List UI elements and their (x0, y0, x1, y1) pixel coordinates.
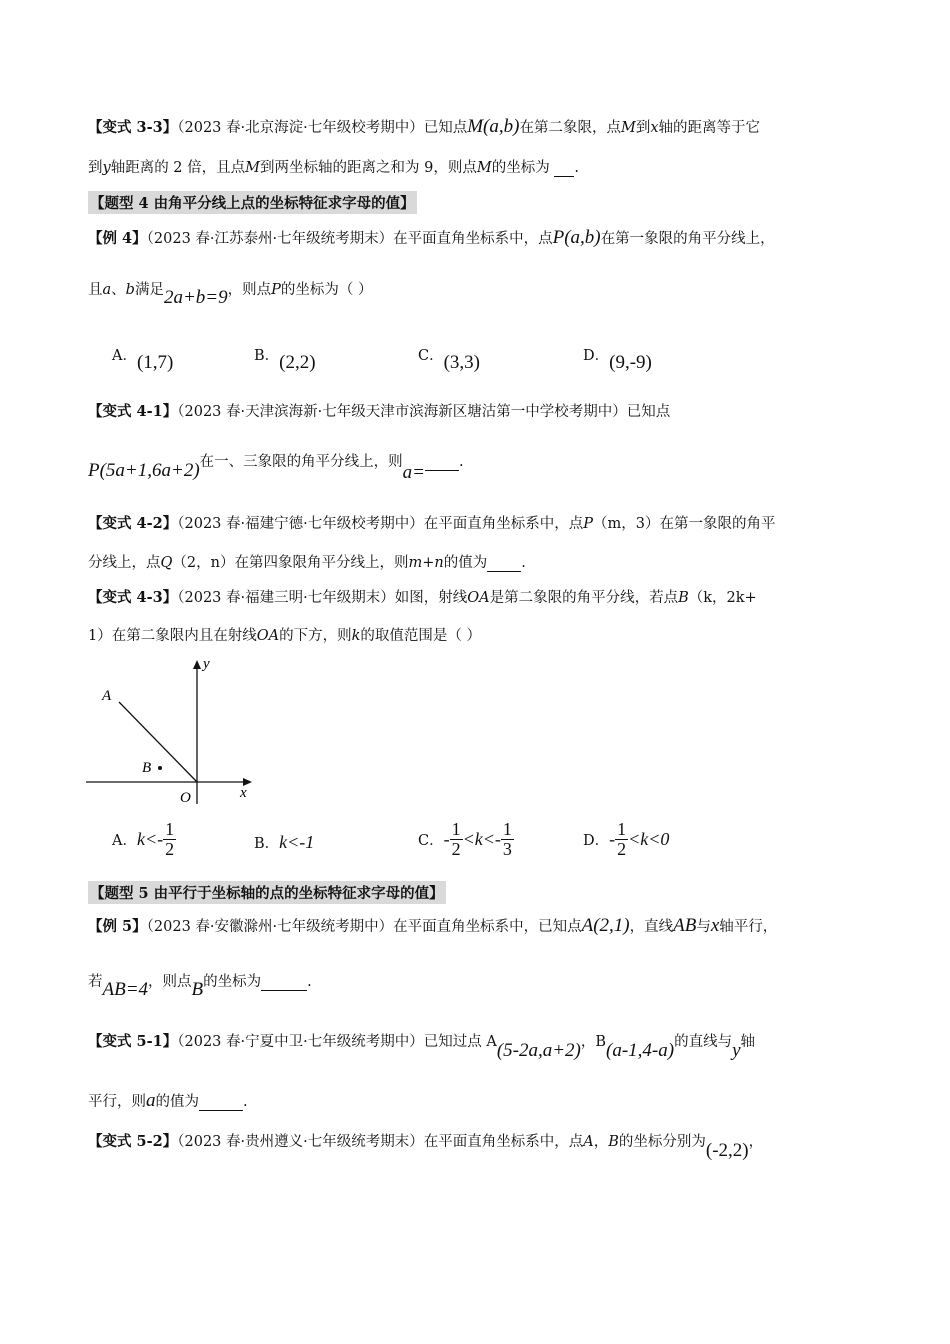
problem-tag: 【例 5】 (88, 918, 147, 935)
section-heading-4: 【题型 4 由角平分线上点的坐标特征求字母的值】 (88, 191, 417, 214)
problem-tag: 【例 4】 (88, 230, 147, 247)
answer-blank (261, 974, 307, 991)
problem-4-1-line1: 【变式 4-1】（2023 春·天津滨海新·七年级天津市滨海新区塘沽第一中学校考期中）已知点 (88, 403, 671, 420)
point-p: P(a,b) (552, 227, 601, 248)
problem-5-1-line1: 【变式 5-1】（2023 春·宁夏中卫·七年级统考期中）已知过点 A(5-2a,a+2)，B(a-1,4-a)的直线与y轴 (88, 1033, 756, 1061)
problem-tag: 【变式 4-1】 (88, 403, 178, 420)
option-a[interactable]: A．(1,7) (112, 348, 174, 373)
problem-tag: 【变式 3-3】 (88, 119, 178, 136)
problem-3-3-line1: 【变式 3-3】（2023 春·北京海淀·七年级校考期中）已知点M(a,b)在第二象限，点M到x轴的距离等于它 (88, 116, 761, 137)
fraction: $\frac{1}{2}$ (451, 819, 461, 859)
answer-blank (425, 454, 459, 471)
option-c[interactable]: C． - $\frac{1}{2}$ <k<- $\frac{1}{3}$ (418, 819, 512, 859)
label-a: A (102, 688, 112, 704)
example-4-line2: 且a、b满足2a+b=9，则点P的坐标为（ ） (88, 282, 373, 308)
example-5-line2: 若AB=4，则点B的坐标为 . (88, 974, 312, 1000)
problem-tag: 【变式 4-3】 (88, 589, 178, 606)
option-d[interactable]: D．(9,-9) (583, 348, 652, 373)
problem-3-3-line2: 到y轴距离的 2 倍，且点M到两坐标轴的距离之和为 9，则点M的坐标为 . (88, 160, 579, 176)
example-4-line1: 【例 4】（2023 春·江苏泰州·七年级统考期末）在平面直角坐标系中，点P(a,b)在第一象限的角平分线上， (88, 227, 775, 248)
label-y: y (203, 656, 210, 672)
equation: 2a+b=9 (163, 287, 228, 308)
coord-a: (-2,2) (705, 1140, 749, 1161)
point-p: P(5a+1,6a+2) (88, 460, 200, 481)
y-axis-arrow (193, 660, 201, 669)
section-heading-5: 【题型 5 由平行于坐标轴的点的坐标特征求字母的值】 (88, 881, 446, 904)
problem-tag: 【变式 5-2】 (88, 1133, 178, 1150)
point-a: (5-2a,a+2) (496, 1040, 581, 1061)
ray-oa (119, 702, 197, 782)
label-x: x (240, 785, 247, 801)
problem-4-3-line2: 1）在第二象限内且在射线OA的下方，则k的取值范围是（ ） (88, 628, 481, 644)
answer-blank (199, 1094, 243, 1111)
option-d[interactable]: D． - $\frac{1}{2}$ <k<0 (583, 819, 670, 859)
label-o: O (180, 790, 191, 806)
problem-tag: 【变式 5-1】 (88, 1033, 178, 1050)
fraction: $\frac{1}{2}$ (165, 819, 175, 859)
fraction: $\frac{1}{3}$ (502, 819, 512, 859)
point-m: M(a,b) (467, 116, 520, 137)
problem-4-3-line1: 【变式 4-3】（2023 春·福建三明·七年级期末）如图，射线OA是第二象限的角平分线，若点B（k，2k+ (88, 589, 757, 606)
option-a[interactable]: A． k<- $\frac{1}{2}$ (112, 819, 175, 859)
coordinate-figure (86, 652, 266, 812)
problem-4-2-line1: 【变式 4-2】（2023 春·福建宁德·七年级校考期中）在平面直角坐标系中，点P（m，3）在第一象限的角平 (88, 515, 776, 532)
example-5-line1: 【例 5】（2023 春·安徽滁州·七年级统考期中）在平面直角坐标系中，已知点A(2,1)，直线AB与x轴平行， (88, 915, 778, 936)
answer-blank (554, 160, 574, 177)
problem-tag: 【变式 4-2】 (88, 515, 178, 532)
fraction: $\frac{1}{2}$ (617, 819, 627, 859)
point-b-dot (158, 766, 162, 770)
problem-5-2-line1: 【变式 5-2】（2023 春·贵州遵义·七年级统考期末）在平面直角坐标系中，点A，B的坐标分别为(-2,2)， (88, 1133, 764, 1161)
problem-4-1-line2: P(5a+1,6a+2)在一、三象限的角平分线上，则a= . (88, 454, 464, 483)
problem-5-1-line2: 平行，则a的值为 . (88, 1090, 248, 1111)
answer-blank (487, 555, 521, 572)
equation: AB=4 (102, 979, 149, 1000)
option-b[interactable]: B．k<-1 (254, 832, 315, 852)
option-c[interactable]: C．(3,3) (418, 348, 481, 373)
option-b[interactable]: B．(2,2) (254, 348, 316, 373)
point-a: A(2,1) (581, 915, 630, 936)
problem-4-2-line2: 分线上，点Q（2，n）在第四象限角平分线上，则m+n的值为 . (88, 555, 526, 571)
point-b: (a-1,4-a) (606, 1040, 675, 1061)
label-b: B (142, 760, 152, 776)
